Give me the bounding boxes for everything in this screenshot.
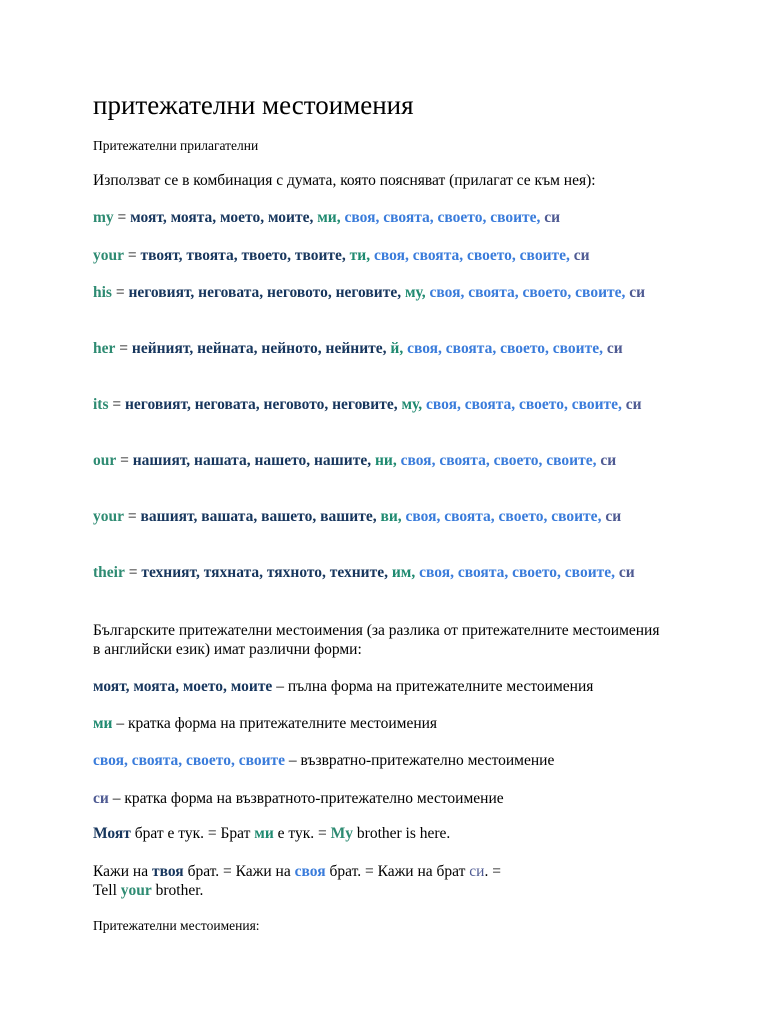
pronoun-row (93, 209, 668, 228)
english-pronoun: its (93, 396, 109, 413)
reflexive-form: своя, своята, своето, своите (405, 508, 598, 525)
example-text: Кажи на (93, 863, 152, 880)
english-pronoun: their (93, 564, 125, 581)
form-definition (93, 678, 668, 697)
form-description: – кратка форма на притежателните местоимения (112, 715, 438, 732)
separator: , (397, 284, 405, 301)
separator: , (392, 452, 401, 469)
english-pronoun: her (93, 340, 116, 357)
separator: , (536, 209, 545, 226)
english-pronoun: my (93, 209, 114, 226)
pronoun-row (93, 396, 668, 415)
form-description: – пълна форма на притежателните местоимения (272, 678, 594, 695)
reflexive-short-form: си (544, 209, 561, 226)
short-form: ти (349, 247, 367, 264)
reflexive-short-form: си (625, 396, 642, 413)
pronoun-row (93, 247, 668, 266)
reflexive-form: своя, своята, своето, своите (429, 284, 622, 301)
section-subtitle: Притежателни прилагателни (93, 138, 259, 153)
separator: , (621, 284, 630, 301)
reflexive-short-form: си (629, 284, 646, 301)
form-definition (93, 715, 668, 734)
example-text: брат. = Кажи на (183, 863, 295, 880)
form-term: своя, своята, своето, своите (93, 752, 286, 769)
separator: , (309, 209, 318, 226)
separator: , (611, 564, 619, 581)
form-description: – кратка форма на възвратното-притежателно местоимение (108, 790, 504, 807)
equals-sign: = (124, 508, 141, 525)
form-term: моят, моята, моето, моите (93, 678, 273, 695)
short-form: й (390, 340, 400, 357)
separator: , (566, 247, 574, 264)
example-sentence-2 (93, 863, 668, 900)
example-word: your (120, 881, 152, 899)
pronoun-row (93, 284, 668, 303)
reflexive-short-form: си (606, 340, 623, 357)
example-word: Моят (93, 825, 131, 842)
equals-sign: = (108, 396, 125, 413)
short-form: ви (380, 508, 398, 525)
full-form: неговият, неговата, неговото, неговите (125, 396, 394, 413)
pronoun-row (93, 508, 668, 527)
example-word: си (469, 863, 485, 880)
example-text: brother. (151, 881, 204, 899)
equals-sign: = (115, 340, 132, 357)
separator: , (618, 396, 626, 413)
reflexive-form: своя, своята, своето, своите (419, 564, 612, 581)
page-title: притежателни местоимения (93, 90, 414, 120)
full-form: нейният, нейната, нейното, нейните (131, 340, 383, 357)
separator: , (384, 564, 392, 581)
example-text: брат. = Кажи на брат (325, 863, 470, 880)
full-form: техният, тяхната, тяхното, техните (141, 564, 385, 581)
form-term: ми (93, 715, 113, 732)
separator: , (382, 340, 391, 357)
equals-sign: = (111, 284, 129, 301)
equals-sign: = (124, 564, 142, 581)
intro-paragraph: Използват се в комбинация с думата, която поясняват (прилагат се към нея): (93, 172, 596, 189)
separator: , (418, 396, 426, 413)
full-form: нашият, нашата, нашето, нашите (132, 452, 368, 469)
separator: , (393, 396, 402, 413)
reflexive-short-form: си (573, 247, 590, 264)
equals-sign: = (113, 209, 131, 226)
example-text: brother is here. (353, 825, 451, 842)
example-word: твоя (151, 863, 184, 880)
english-pronoun: his (93, 284, 112, 301)
forms-intro-paragraph: Българските притежателни местоимения (за разлика от притежателните местоимения в английски език) имат различни форми: (93, 622, 660, 658)
separator: , (397, 508, 406, 525)
equals-sign: = (116, 452, 133, 469)
form-description: – възвратно-притежателно местоимение (285, 752, 555, 769)
english-pronoun: your (93, 508, 124, 525)
reflexive-short-form: си (618, 564, 635, 581)
example-word: My (330, 825, 354, 842)
pronoun-row (93, 340, 668, 359)
separator: , (421, 284, 430, 301)
short-form: им (391, 564, 412, 581)
pronoun-row (93, 452, 668, 471)
reflexive-short-form: си (605, 508, 622, 525)
form-definition (93, 790, 668, 809)
reflexive-form: своя, своята, своето, своите (400, 452, 593, 469)
reflexive-form: своя, своята, своето, своите (344, 209, 537, 226)
reflexive-short-form: си (600, 452, 617, 469)
reflexive-form: своя, своята, своето, своите (373, 247, 566, 264)
separator: , (599, 340, 607, 357)
full-form: твоят, твоята, твоето, твоите (140, 247, 342, 264)
separator: , (341, 247, 350, 264)
separator: , (592, 452, 601, 469)
form-term: си (93, 790, 109, 807)
example-sentence-1 (93, 825, 668, 844)
short-form: ни (374, 452, 393, 469)
separator: , (411, 564, 420, 581)
equals-sign: = (124, 247, 141, 264)
english-pronoun: your (93, 247, 124, 264)
separator: , (367, 452, 375, 469)
full-form: неговият, неговата, неговото, неговите (128, 284, 398, 301)
separator: , (597, 508, 606, 525)
example-text: е тук. = (273, 825, 331, 842)
separator: , (372, 508, 381, 525)
separator: , (366, 247, 374, 264)
separator: , (336, 209, 345, 226)
reflexive-form: своя, своята, своето, своите (407, 340, 600, 357)
footer-heading: Притежателни местоимения: (93, 918, 260, 933)
example-word: своя (294, 863, 326, 880)
separator: , (399, 340, 408, 357)
full-form: моят, моята, моето, моите (130, 209, 310, 226)
full-form: вашият, вашата, вашето, вашите (140, 508, 373, 525)
example-text: Tell (93, 881, 121, 899)
form-definition (93, 752, 668, 771)
pronoun-row (93, 564, 668, 583)
example-word: ми (254, 825, 274, 842)
reflexive-form: своя, своята, своето, своите (426, 396, 619, 413)
english-pronoun: our (93, 452, 117, 469)
example-text: брат е тук. = Брат (130, 825, 255, 842)
example-text: . = (484, 863, 501, 880)
short-form: му (404, 284, 422, 301)
short-form: му (401, 396, 419, 413)
short-form: ми (317, 209, 337, 226)
